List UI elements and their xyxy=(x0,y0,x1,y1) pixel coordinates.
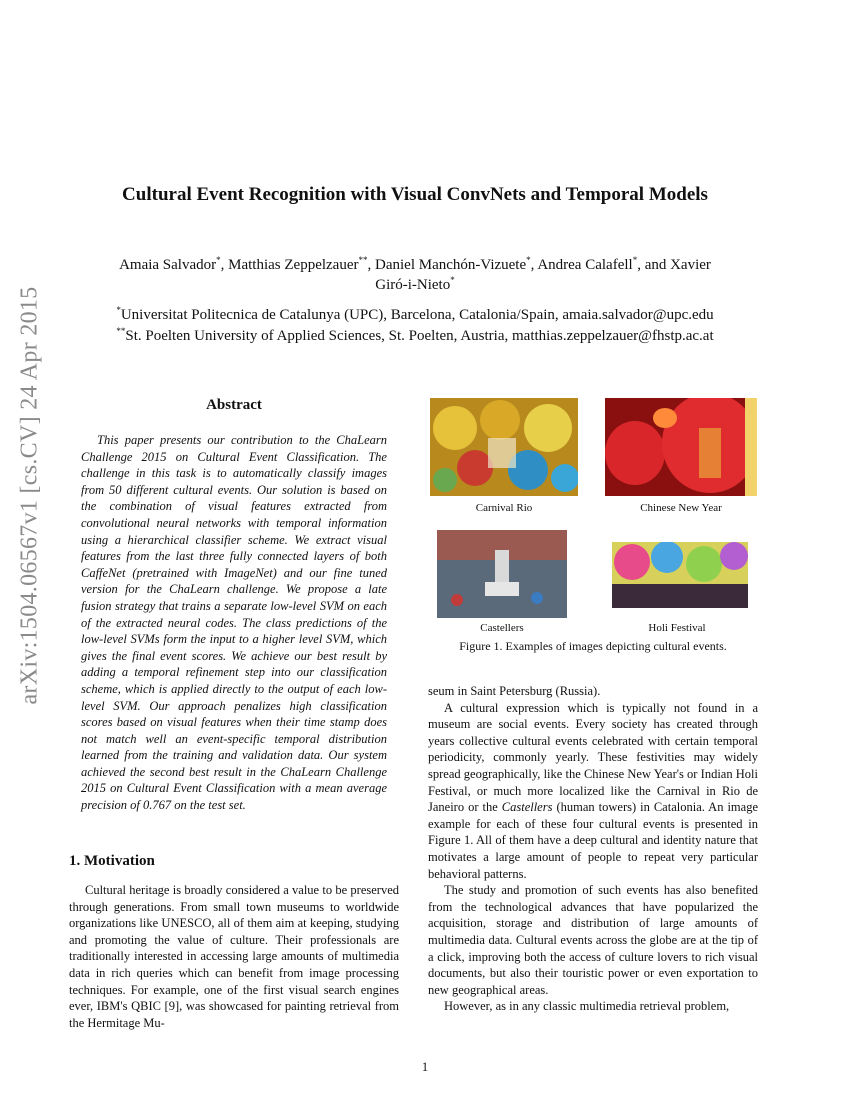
affiliation-mark: * xyxy=(526,255,531,265)
section-body-left xyxy=(69,882,399,1031)
body-paragraph: However, as in any classic multimedia retrieval problem, xyxy=(444,999,730,1014)
affiliation-mark: * xyxy=(216,255,221,265)
affiliation-mark: * xyxy=(632,255,638,265)
paper-title: Cultural Event Recognition with Visual ConvNets and Temporal Models xyxy=(122,184,708,205)
body-emphasis: Castellers xyxy=(501,800,553,815)
author-list: Amaia Salvador*, Matthias Zeppelzauer**, Daniel Manchón-Vizuete*, Andrea Calafell*, and Xavier Giró-i-Nieto* xyxy=(119,255,711,293)
affiliations xyxy=(60,305,770,347)
abstract-heading: Abstract xyxy=(206,397,262,413)
affiliation-line-1: Universitat Politecnica de Catalunya (UPC), Barcelona, Catalonia/Spain, amaia.salvador@upc.edu xyxy=(120,307,714,323)
affiliation-mark: * xyxy=(116,305,121,315)
body-text: A cultural expression which is typically not found in a museum are social events. Every society has created through years collective cultural events celebrated with certain temporal periodicity, commonly yearly. These festivities may widely spread geographically, like the Chinese New Year's or Indian Holi Festival, or much more localized like the Carnival in Rio de Janeiro or the xyxy=(428,700,758,815)
body-paragraph: The study and promotion of such events has also benefited from the technological advances that have popularized the acquisition, storage and distribution of large amounts of multimedia data. Cultural events across the globe are at the tip of a click, improving both the access of culture lovers to rich visual documents, but also their touristic power or even exportation to new geographical areas. xyxy=(428,883,758,997)
figure-caption: Figure 1. Examples of images depicting cultural events. xyxy=(459,639,727,653)
abstract-text xyxy=(69,432,399,814)
figure-label-chinese-new-year: Chinese New Year xyxy=(640,502,722,514)
arxiv-stamp-text: arXiv:1504.06567v1 [cs.CV] 24 Apr 2015 xyxy=(16,285,43,705)
figure-label-carnival: Carnival Rio xyxy=(475,502,533,514)
affiliation-mark: ** xyxy=(116,326,126,336)
affiliation-mark: * xyxy=(450,275,455,285)
affiliation-line-2: St. Poelten University of Applied Sciences, St. Poelten, Austria, matthias.zeppelzauer@fhstp.ac.at xyxy=(125,328,714,344)
castellers-image xyxy=(437,530,567,618)
body-paragraph xyxy=(428,700,758,883)
chinese-new-year-image xyxy=(605,398,757,496)
author-name: Matthias Zeppelzauer xyxy=(228,257,359,273)
body-paragraph: seum in Saint Petersburg (Russia). xyxy=(428,684,601,698)
affiliation-mark: ** xyxy=(358,255,368,265)
page-number: 1 xyxy=(421,1060,429,1074)
carnival-rio-image xyxy=(430,398,578,496)
author-name: Giró-i-Nieto xyxy=(375,277,451,293)
body-text: (human towers) in Catalonia. An image example for each of these four cultural events is presented in Figure 1. All of them have a deep cultural and identity nature that motivates a large amount of people to repeat very particular behavioral patterns. xyxy=(428,800,758,881)
author-name: Amaia Salvador xyxy=(119,257,217,273)
section-heading: 1. Motivation xyxy=(69,853,155,869)
section-body-right xyxy=(428,683,758,1015)
author-name: Daniel Manchón-Vizuete xyxy=(375,257,527,273)
figure-label-castellers: Castellers xyxy=(480,622,524,634)
author-name: Andrea Calafell xyxy=(537,257,633,273)
arxiv-stamp xyxy=(5,285,55,705)
figure-label-holi: Holi Festival xyxy=(648,622,706,634)
abstract-paragraph: This paper presents our contribution to the ChaLearn Challenge 2015 on Cultural Event Classification. The challenge in this task is to automatically classify images from 50 different cultural events. Our solution is based on the combination of visual features extracted from convolutional neural networks with temporal information using a hierarchical classifier scheme. We extract visual features from the last three fully connected layers of both CaffeNet (pretrained with ImageNet) and our fine tuned version for the ChaLearn challenge. We propose a late fusion strategy that trains a separate low-level SVM on each of the extracted neural codes. The class predictions of the low-level SVMs form the input to a higher level SVM, which gives the final event scores. We achieve our best result by adding a temporal refinement step into our classification scheme, which is applied directly to the output of each low-level SVM. Our approach penalizes high classification scores based on visual features when their time stamp does not match well an event-specific temporal distribution learned from the training and validation data. Our system achieved the second best result in the ChaLearn Challenge 2015 on Cultural Event Classification with a mean average precision of 0.767 on the test set. xyxy=(81,433,387,813)
author-name: and Xavier xyxy=(644,257,711,273)
body-paragraph: Cultural heritage is broadly considered a value to be preserved through generations. From small town museums to worldwide organizations like UNESCO, all of them aim at keeping, studying and promoting the value of culture. Their professionals are traditionally interested in accessing large amounts of multimedia data in rich queries which can benefit from image processing techniques. For example, one of the first visual search engines ever, IBM's QBIC [9], was showcased for painting retrieval from the Hermitage Mu- xyxy=(69,883,399,1030)
holi-festival-image xyxy=(612,542,748,608)
